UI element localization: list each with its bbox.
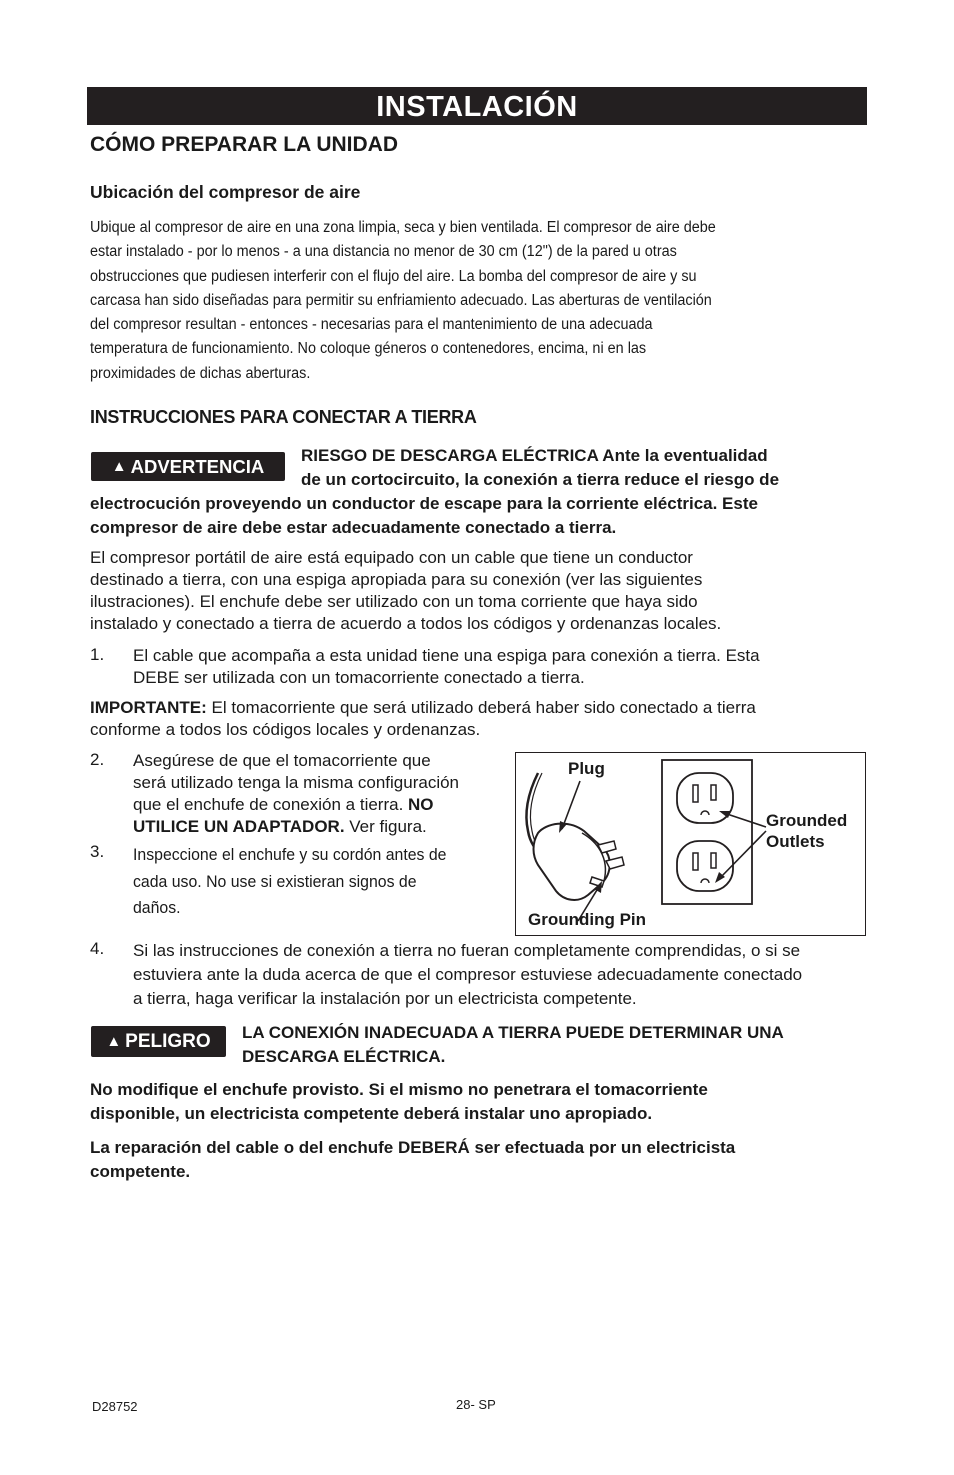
page-title-bar (87, 87, 867, 125)
item-2-number: 2. (90, 750, 105, 769)
section-heading: CÓMO PREPARAR LA UNIDAD (90, 133, 398, 156)
item-4-number: 4. (90, 939, 105, 958)
item-3-number: 3. (90, 842, 105, 861)
doc-code: D28752 (92, 1399, 138, 1414)
grounding-pin-label: Grounding Pin (528, 910, 647, 929)
warning-badge: ▲ ADVERTENCIA (91, 452, 285, 481)
warning-triangle-icon: ▲ (106, 1033, 122, 1050)
grounding-figure (515, 752, 866, 936)
location-paragraph: Ubique al compresor de aire en una zona limpia, seca y bien ventilada. El compresor de aire debe estar instalado - por lo menos - a una distancia no menor de 30 cm (12") de la pared u otras obstrucciones que pudiesen interferir con el flujo del aire. La bomba del compresor de aire y su carcasa han sido diseñadas para permitir su enfriamiento adecuado. Las aberturas de ventilación del compresor resultan - entonces - necesarias para el mantenimiento de una adecuada temperatura de funcionamiento. No coloque géneros o contenedores, encima, ni en las proximidades de dichas aberturas. (90, 219, 716, 382)
grounding-intro: El compresor portátil de aire está equipado con un cable que tiene un conductor destinado a tierra, con una espiga apropiada para su conexión (ver las siguientes ilustraciones). El enchufe debe ser utilizado con un toma corriente que haya sido instalado y conectado a tierra de acuerdo a todos los códigos y ordenanzas locales. (90, 548, 722, 633)
warning-text-bottom: electrocución proveyendo un conductor de escape para la corriente eléctrica. Este compresor de aire debe estar adecuadamente conectado a tierra. (90, 494, 758, 537)
grounding-heading: INSTRUCCIONES PARA CONECTAR A TIERRA (90, 407, 477, 427)
item-1-text: El cable que acompaña a esta unidad tiene una espiga para conexión a tierra. Esta DEBE ser utilizada con un tomacorriente conectado a tierra. (133, 646, 760, 687)
warning-triangle-icon: ▲ (111, 458, 127, 475)
item-3-text: Inspeccione el enchufe y su cordón antes de cada uso. No use si existieran signos de daños. (133, 846, 447, 917)
outlet-icon (677, 773, 733, 823)
page-title: INSTALACIÓN (376, 91, 578, 123)
item-1-number: 1. (90, 645, 105, 664)
warning-text-top: RIESGO DE DESCARGA ELÉCTRICA Ante la eventualidad de un cortocircuito, la conexión a tierra reduce el riesgo de (301, 446, 780, 489)
page-number: 28- SP (456, 1397, 496, 1412)
grounded-outlets-label: Grounded Outlets (766, 811, 848, 851)
outlet-icon (677, 841, 733, 891)
important-note: IMPORTANTE: El tomacorriente que será utilizado deberá haber sido conectado a tierra conforme a todos los códigos locales y ordenanzas. (90, 698, 756, 739)
danger-text: LA CONEXIÓN INADECUADA A TIERRA PUEDE DETERMINAR UNA DESCARGA ELÉCTRICA. (242, 1023, 784, 1066)
plug-label: Plug (568, 759, 605, 778)
danger-note-2: La reparación del cable o del enchufe DEBERÁ ser efectuada por un electricista competente. (90, 1138, 736, 1181)
location-heading: Ubicación del compresor de aire (90, 182, 361, 202)
danger-note-1: No modifique el enchufe provisto. Si el mismo no penetrara el tomacorriente disponible, un electricista competente deberá instalar uno apropiado. (90, 1080, 708, 1123)
important-label: IMPORTANTE: (90, 698, 207, 717)
danger-badge: ▲ PELIGRO (91, 1026, 226, 1057)
item-4-text: Si las instrucciones de conexión a tierra no fueran completamente comprendidas, o si se estuviera ante la duda acerca de que el compresor estuviese adecuadamente conectado a tierra, haga verificar la instalación por un electricista competente. (133, 941, 803, 1008)
item-2-text: Asegúrese de que el tomacorriente que será utilizado tenga la misma configuración que el enchufe de conexión a tierra. NO UTILICE UN ADAPTADOR. Ver figura. (133, 751, 460, 836)
